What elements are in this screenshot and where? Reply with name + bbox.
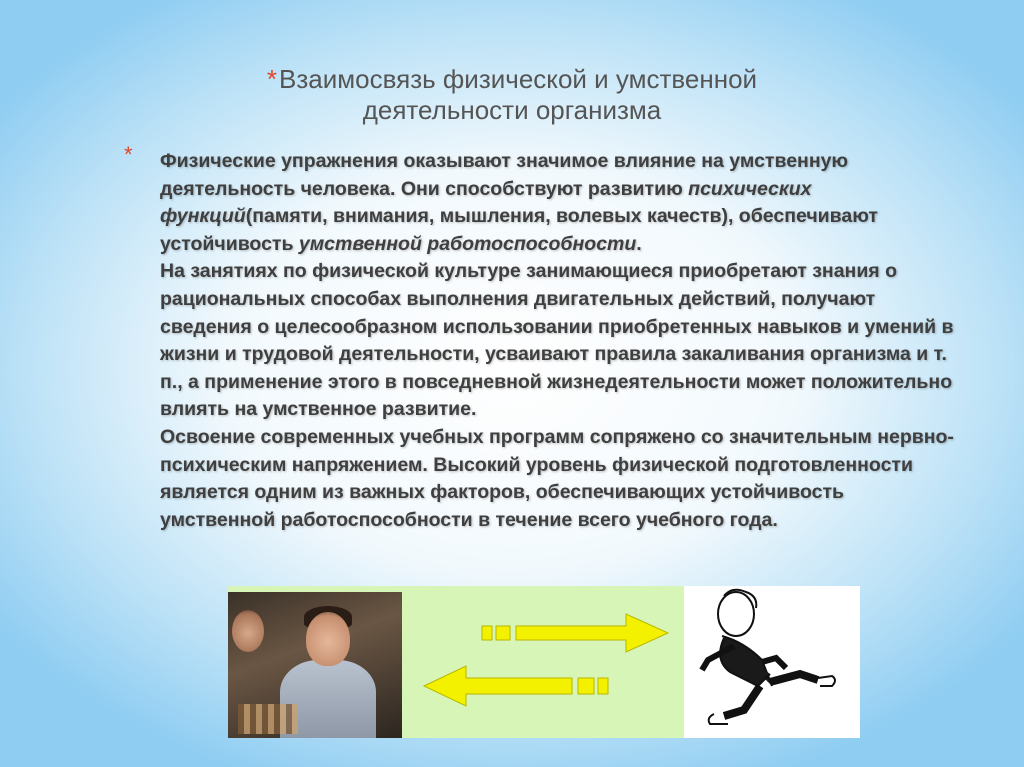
paragraph-1 <box>160 148 960 258</box>
runner-figure <box>702 590 835 724</box>
paragraph-1-italic-2: умственной работоспособности <box>298 232 637 255</box>
arrow-right <box>482 614 668 652</box>
title-star-marker: * <box>266 64 278 94</box>
title-line-1: Взаимосвязь физической и умственной <box>279 64 758 94</box>
slide-body <box>160 148 960 534</box>
paragraph-1-italic-1: психических функций <box>160 177 812 228</box>
illustration-figure <box>228 586 860 738</box>
slide-title <box>150 64 874 126</box>
arrow-left <box>424 666 608 706</box>
chess-board <box>238 704 298 734</box>
paragraph-2: На занятиях по физической культуре занимающиеся приобретают знания о рациональных способах выполнения двигательных действий, получают сведения о целесообразном использовании приобретенных навыков и умений в жизни и трудовой деятельности, усваивают правила закаливания организма и т. п., а применение этого в повседневной жизнедеятельности может положительно влиять на умственное развитие. <box>160 260 954 421</box>
paragraph-1-part-2: (памяти, внимания, мышления, волевых качеств), обеспечивают устойчивость <box>160 205 878 255</box>
arrows-graphic <box>402 586 684 738</box>
paragraph-3: Освоение современных учебных программ сопряжено со значительным нервно-психическим напряжением. Высокий уровень физической подготовленности является одним из важных факторов, обеспечивающих устойчивость умственной работоспособности в течение всего учебного года. <box>160 425 954 531</box>
background-person-head <box>232 610 264 652</box>
bullet-star-marker: * <box>124 142 133 167</box>
paragraph-1-part-3: . <box>636 232 642 255</box>
running-figure-drawing <box>684 586 860 738</box>
player-head <box>306 612 350 666</box>
paragraph-1-part-1: Физические упражнения оказывают значимое влияние на умственную деятельность человека. Они способствуют развитию <box>160 150 849 200</box>
chess-players-photo <box>228 592 402 738</box>
title-line-2: деятельности организма <box>362 95 662 125</box>
